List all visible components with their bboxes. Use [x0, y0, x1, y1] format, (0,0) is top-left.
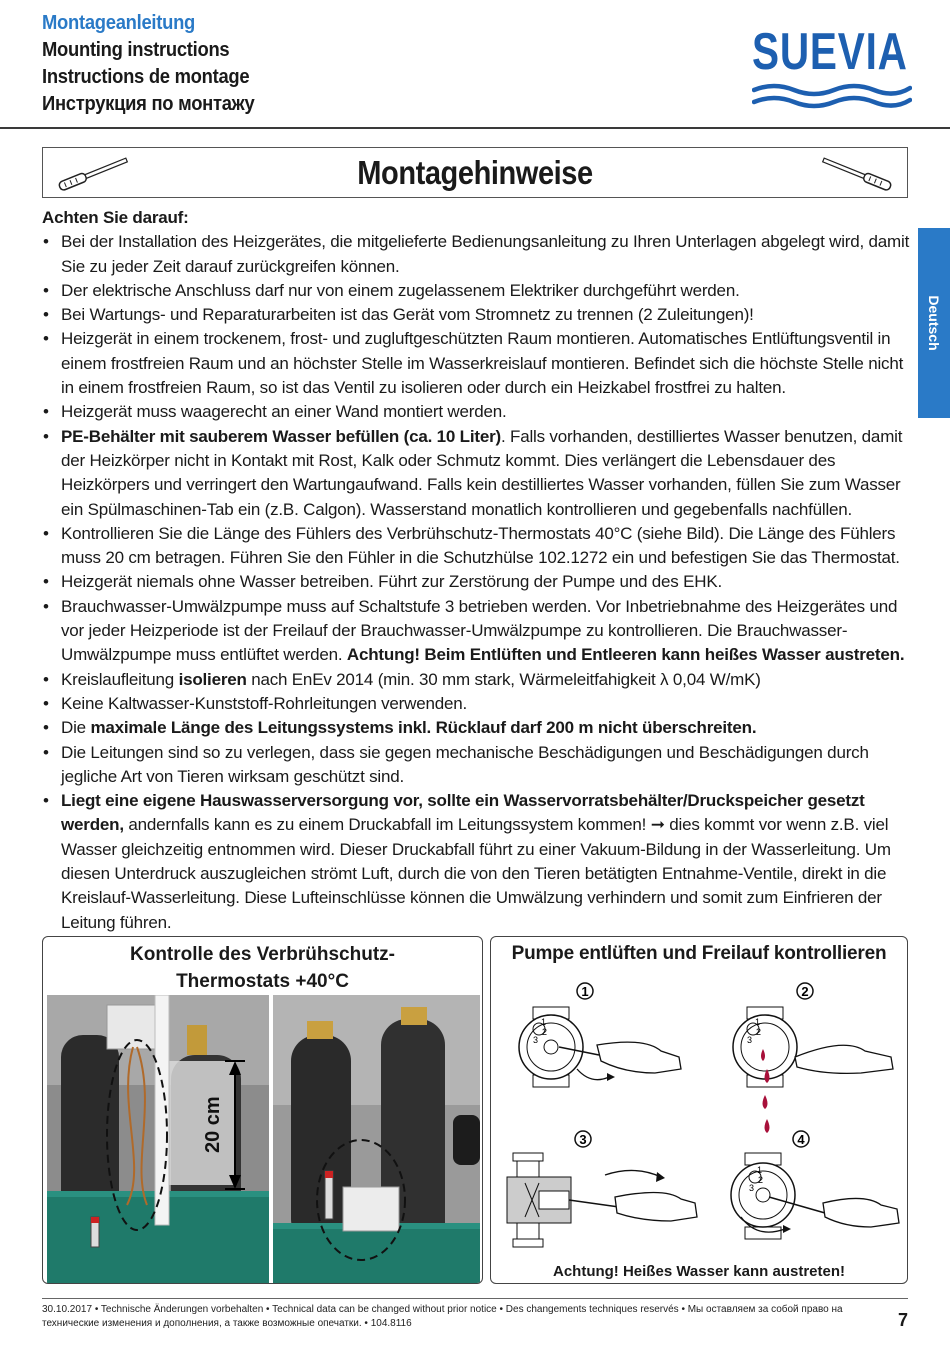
header-titles [42, 10, 273, 118]
step-2-figure [733, 983, 893, 1133]
section-title: Montagehinweise [357, 154, 593, 191]
thermostat-photo-1 [47, 995, 269, 1283]
page-number: 7 [898, 1310, 909, 1330]
svg-text:2: 2 [801, 984, 809, 999]
footer-divider [42, 1298, 908, 1299]
svg-text:3: 3 [747, 1035, 753, 1045]
instructions-list [42, 230, 912, 935]
step-4-figure [731, 1131, 899, 1239]
list-item: • Kreislaufleitung isolieren nach EnEv 2014 (min. 30 mm stark, Wärmeleitfahigkeit λ 0,04 W/mK) [42, 668, 912, 692]
list-item: • Die Leitungen sind so zu verlegen, dass sie gegen mechanische Beschädigungen und Beschädigungen durch jegliche Art von Tieren wirksam geschützt sind. [42, 741, 912, 790]
title-german: Montageanleitung [42, 12, 196, 34]
list-item: • Heizgerät muss waagerecht an einer Wand montiert werden. [42, 400, 912, 424]
thermostat-panel-title: Kontrolle des Verbrühschutz-Thermostats +40°C [130, 944, 395, 992]
step-3-figure [507, 1131, 697, 1247]
language-tab[interactable] [918, 228, 950, 418]
title-russian: Инструкция по монтажу [42, 93, 255, 115]
instructions-body [42, 206, 912, 935]
list-item: • Liegt eine eigene Hauswasserversorgung vor, sollte ein Wasservorratsbehälter/Druckspeicher gesetzt werden, andernfalls kann es zu einem Druckabfall im Leitungssystem kommen! ➞ dies kommt vor wenn z.B. viel Wasser gleichzeitig entnommen wird. Dieser Druckabfall führt zu einer Vakuum-Bildung in der Wasserleitung. Um diesen Unterdruck auszugleichen strömt Luft, durch die von den Tieren betätigten Entnahme-Ventile, direkt in die Kreislauf-Wasserleitung. Diese Lufteinschlüsse können die Umwälzung verhindern und somit zum Einfrieren der Leitung führen. [42, 789, 912, 935]
measure-label: 20 cm [202, 1096, 224, 1153]
section-title-box [42, 147, 908, 198]
pump-venting-diagram [495, 977, 903, 1267]
list-item: • PE-Behälter mit sauberem Wasser befüllen (ca. 10 Liter). Falls vorhanden, destilliertes Wasser benutzen, damit der Heizkörper nicht in Kontakt mit Rost, Kalk oder Schmutz kommt. Dies verlängert die Lebensdauer des Heizkörpers und verringert den Wartungaufwand. Falls kein destilliertes Wasser vorhanden, füllen Sie zum Wasser ein Spülmaschinen-Tab ein (z.B. Calgon). Wasserstand monatlich kontrollieren und gegebenfalls nachfüllen. [42, 425, 912, 522]
screwdriver-icon [815, 154, 899, 192]
svg-text:1: 1 [755, 1017, 761, 1027]
list-item: • Heizgerät niemals ohne Wasser betreiben. Führt zur Zerstörung der Pumpe und des EHK. [42, 570, 912, 594]
svg-text:3: 3 [749, 1183, 755, 1193]
lead-heading: Achten Sie darauf: [42, 208, 189, 227]
logo-text: SUEVIA [752, 23, 908, 81]
svg-text:4: 4 [797, 1132, 805, 1147]
list-item: • Die maximale Länge des Leitungssystems inkl. Rücklauf darf 200 m nicht überschreiten. [42, 716, 912, 740]
list-item: • Kontrollieren Sie die Länge des Fühlers des Verbrühschutz-Thermostats 40°C (siehe Bild). Die Länge des Fühlers muss 20 cm betragen. Führen Sie den Fühler in die Schutzhülse 102.1272 ein und befestigen Sie das Thermostat. [42, 522, 912, 571]
thermostat-photo-2 [273, 995, 480, 1283]
logo-waves-icon [752, 80, 912, 120]
svg-text:1: 1 [757, 1165, 763, 1175]
hot-water-warning: Achtung! Heißes Wasser kann austreten! [552, 1263, 845, 1280]
list-item: • Keine Kaltwasser-Kunststoff-Rohrleitungen verwenden. [42, 692, 912, 716]
title-english: Mounting instructions [42, 39, 230, 61]
footer-notice: 30.10.2017 • Technische Änderungen vorbehalten • Technical data can be changed without prior notice • Des changements techniques reservés • Мы оставляем за собой право на технические изменения и дополнения, а также возможные опечатки. • 104.8116 [42, 1304, 843, 1329]
svg-text:3: 3 [579, 1132, 587, 1147]
svg-text:2: 2 [756, 1027, 762, 1037]
pump-panel-title: Pumpe entlüften und Freilauf kontrollieren [511, 943, 887, 964]
suevia-logo [752, 22, 912, 102]
svg-text:1: 1 [541, 1017, 547, 1027]
title-french: Instructions de montage [42, 66, 250, 88]
pump-venting-panel [490, 936, 908, 1284]
list-item: • Der elektrische Anschluss darf nur von einem zugelassenem Elektriker durchgeführt werden. [42, 279, 912, 303]
svg-text:2: 2 [758, 1175, 764, 1185]
svg-text:2: 2 [542, 1027, 548, 1037]
list-item: • Heizgerät in einem trockenem, frost- und zugluftgeschützten Raum montieren. Automatisches Entlüftungsventil in einem frostfreien Raum und an höchster Stelle im Wasserkreislauf montieren. Befindet sich die höchste Stelle nicht in einem frostfreien Raum, so ist das Ventil zu isolieren oder durch ein Heizkabel frostfrei zu halten. [42, 327, 912, 400]
list-item: • Bei Wartungs- und Reparaturarbeiten ist das Gerät vom Stromnetz zu trennen (2 Zuleitungen)! [42, 303, 912, 327]
language-tab-label: Deutsch [926, 295, 942, 351]
step-1-figure [519, 983, 681, 1087]
svg-text:1: 1 [581, 984, 589, 999]
list-item: • Bei der Installation des Heizgerätes, die mitgelieferte Bedienungsanleitung zu Ihren Unterlagen abgelegt wird, damit Sie zu jeder Zeit darauf zurückgreifen können. [42, 230, 912, 279]
svg-text:3: 3 [533, 1035, 539, 1045]
header-divider [0, 127, 950, 129]
thermostat-check-panel [42, 936, 483, 1284]
list-item: • Brauchwasser-Umwälzpumpe muss auf Schaltstufe 3 betrieben werden. Vor Inbetriebnahme des Heizgerätes und vor jeder Heizperiode ist der Freilauf der Brauchwasser-Umwälzpumpe zu kontrollieren. Die Brauchwasser-Umwälzpumpe muss entlüftet werden. Achtung! Beim Entlüften und Entleeren kann heißes Wasser austreten. [42, 595, 912, 668]
